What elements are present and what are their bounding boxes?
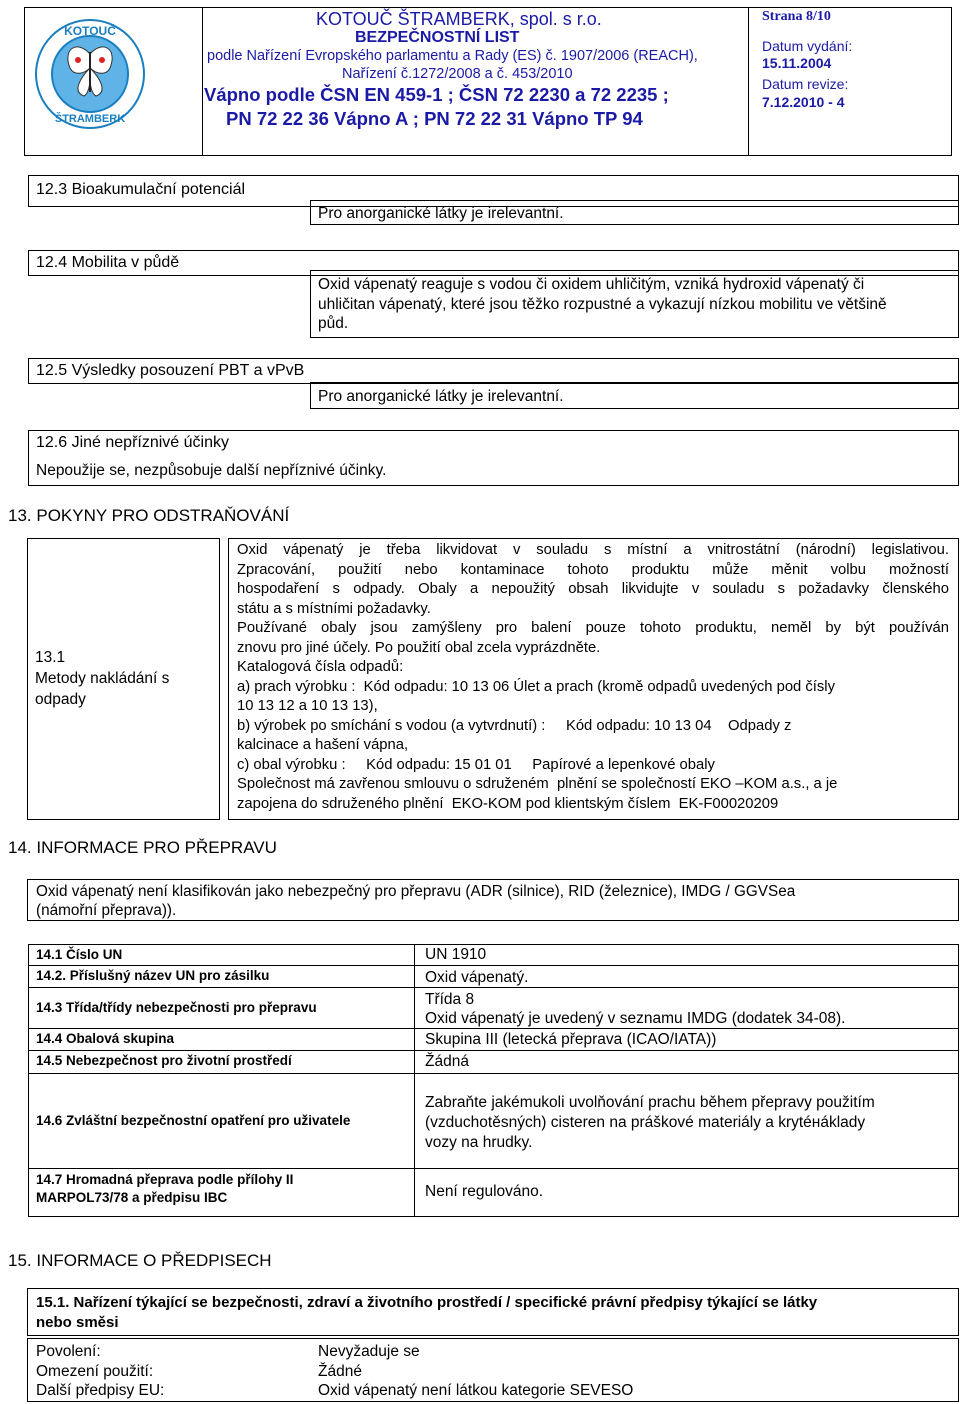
s12-6-title: 12.6 Jiné nepříznivé účinky — [36, 434, 229, 451]
s14-rule-6 — [28, 1073, 959, 1074]
issue-date: 15.11.2004 — [762, 55, 832, 71]
s13-label-number: 13.1 — [35, 649, 66, 666]
s13-line-13: Společnost má zavřenou smlouvu o sdruženém plnění se společností EKO –KOM a.s., a je — [237, 776, 838, 792]
s12-3-text: Pro anorganické látky je irelevantní. — [318, 205, 564, 222]
s14-row-1-label: 14.1 Číslo UN — [36, 947, 123, 962]
s14-rule-3 — [28, 987, 959, 988]
s13-title: 13. POKYNY PRO ODSTRAŇOVÁNÍ — [8, 506, 290, 525]
s14-intro-line-1: Oxid vápenatý není klasifikován jako nebezpečný pro přepravu (ADR (silnice), RID (železnice), IMDG / GGVSea — [36, 883, 796, 900]
company-name: KOTOUČ ŠTRAMBERK, spol. s r.o. — [316, 9, 602, 29]
s14-row-3-value — [425, 990, 845, 1028]
s12-6-text: Nepoužije se, nezpůsobuje další nepříznivé účinky. — [36, 462, 387, 479]
s14-row-6-value-line-2: (vzduchotěsných) cisteren na práškové materiály a krytéнáklady — [425, 1114, 866, 1131]
s14-rule-4 — [28, 1028, 959, 1029]
s14-rule-1 — [28, 944, 959, 945]
s12-4-title: 12.4 Mobilita v půdě — [36, 254, 180, 271]
s13-label-line-2: Metody nakládání s — [35, 670, 170, 687]
s13-line-5: Používané obaly jsou zamýšleny pro balení pouze tohoto produktu, neměl by být používán — [237, 620, 949, 636]
s14-rule-2 — [28, 965, 959, 966]
regulation-line-2: Nařízení č.1272/2008 a č. 453/2010 — [342, 66, 573, 82]
header-divider-right — [748, 7, 749, 156]
s13-line-3: hospodaření s odpady. Obaly a nepoužitý obsah likvidujte v souladu s požadavky členského — [237, 581, 949, 597]
issue-date-label: Datum vydání: — [762, 38, 853, 54]
s12-3-title: 12.3 Bioakumulační potenciál — [36, 181, 246, 198]
s13-line-14: zapojena do sdruženého plnění EKO-KOM pod klientským číslem EK-F00020209 — [237, 795, 779, 812]
s14-row-6-value-line-1: Zabraňte jakémukoli uvolňování prachu během přepravy použitím — [425, 1094, 875, 1111]
s12-5-title: 12.5 Výsledky posouzení PBT a vPvB — [36, 362, 305, 379]
s15-row-2-value: Žádné — [318, 1362, 362, 1380]
s13-line-11: kalcinace a hašení vápna, — [237, 737, 409, 753]
s14-row-7-label — [36, 1171, 293, 1207]
company-logo — [34, 18, 146, 130]
s12-4-line-3: půd. — [318, 315, 349, 333]
s15-row-1-value: Nevyžaduje se — [318, 1343, 420, 1360]
s14-row-5-label: 14.5 Nebezpečnost pro životní prostředí — [36, 1053, 292, 1068]
s14-row-2-label: 14.2. Příslušný název UN pro zásilku — [36, 968, 270, 983]
s14-rule-7 — [28, 1168, 959, 1169]
product-line-2: PN 72 22 36 Vápno A ; PN 72 22 31 Vápno TP 94 — [226, 108, 643, 129]
s13-line-9: 10 13 12 a 10 13 13), — [237, 698, 378, 714]
s14-intro-line-2: (námořní přeprava)). — [36, 902, 177, 919]
s14-row-5-value: Žádná — [425, 1053, 469, 1070]
s15-title: 15. INFORMACE O PŘEDPISECH — [8, 1251, 272, 1270]
product-line-1: Vápno podle ČSN EN 459-1 ; ČSN 72 2230 a 72 2235 ; — [204, 84, 669, 105]
s14-row-6-value — [425, 1093, 875, 1153]
s14-vrule-left — [28, 944, 29, 1216]
s13-line-10: b) výrobek po smíchání s vodou (a vytvrdnutí) : Kód odpadu: 10 13 04 Odpady z — [237, 717, 792, 734]
s14-vrule-mid — [414, 944, 415, 1216]
s14-title: 14. INFORMACE PRO PŘEPRAVU — [8, 838, 277, 857]
s15-subtitle — [36, 1293, 817, 1333]
s12-5-text: Pro anorganické látky je irelevantní. — [318, 388, 564, 405]
logo-text-top: KOTOUČ — [64, 24, 116, 38]
s15-row-3-value: Oxid vápenatý není látkou kategorie SEVESO — [318, 1382, 634, 1399]
s14-row-2-value: Oxid vápenatý. — [425, 969, 529, 986]
header-divider-left — [202, 7, 203, 156]
s14-row-3-label: 14.3 Třída/třídy nebezpečnosti pro přepravu — [36, 1000, 317, 1015]
s15-row-1-label: Povolení: — [36, 1343, 101, 1360]
s14-row-7-label-line-1: 14.7 Hromadná přeprava podle přílohy II — [36, 1172, 294, 1187]
s14-rule-5 — [28, 1050, 959, 1051]
s14-row-3-value-line-1: Třída 8 — [425, 991, 475, 1008]
s14-row-7-value: Není regulováno. — [425, 1183, 544, 1200]
s14-intro — [36, 882, 795, 920]
logo-text-bottom: ŠTRAMBERK — [54, 113, 126, 125]
s15-row-3-label: Další předpisy EU: — [36, 1382, 165, 1399]
s13-line-7: Katalogová čísla odpadů: — [237, 659, 404, 675]
s13-line-2: Zpracování, použití nebo kontaminace tohoto produktu může měnit volbu možností — [237, 561, 949, 578]
document-type: BEZPEČNOSTNÍ LIST — [355, 29, 520, 46]
s15-subtitle-line-1: 15.1. Nařízení týkající se bezpečnosti, zdraví a životního prostředí / specifické právní předpisy týkající se látky — [36, 1294, 818, 1311]
s14-row-7-label-line-2: MARPOL73/78 a předpisu IBC — [36, 1190, 228, 1205]
s14-row-1-value: UN 1910 — [425, 946, 487, 963]
s12-4-line-2: uhličitan vápenatý, které jsou těžko rozpustné a vykazují nízkou mobilitu ve většině — [318, 295, 887, 313]
s14-row-6-label: 14.6 Zvláštní bezpečnostní opatření pro uživatele — [36, 1113, 351, 1128]
s13-line-8: a) prach výrobku : Kód odpadu: 10 13 06 Úlet a prach (kromě odpadů uvedených pod čísly — [237, 678, 835, 695]
s12-4-text — [318, 275, 958, 334]
regulation-line-1: podle Nařízení Evropského parlamentu a Rady (ES) č. 1907/2006 (REACH), — [207, 48, 698, 64]
revision-date: 7.12.2010 - 4 — [762, 94, 845, 110]
s13-line-6: znovu pro jiné účely. Po použití obal zcela vyprázdněte. — [237, 639, 601, 656]
s14-vrule-right — [958, 944, 959, 1216]
s14-row-6-value-line-3: vozy na hrudky. — [425, 1134, 533, 1151]
s14-row-4-value: Skupina III (letecká přeprava (ICAO/IATA)) — [425, 1031, 717, 1048]
revision-date-label: Datum revize: — [762, 76, 849, 92]
s13-line-12: c) obal výrobku : Kód odpadu: 15 01 01 Papírové a lepenkové obaly — [237, 756, 715, 773]
s13-line-4: státu a s místními požadavky. — [237, 600, 431, 617]
s14-row-3-value-line-2: Oxid vápenatý je uvedený v seznamu IMDG (dodatek 34-08). — [425, 1010, 846, 1027]
page-number: Strana 8/10 — [762, 9, 831, 24]
s14-row-4-label: 14.4 Obalová skupina — [36, 1031, 175, 1046]
s15-labels — [36, 1342, 164, 1401]
s13-text — [237, 541, 949, 814]
s15-values — [318, 1342, 633, 1401]
s13-label — [35, 647, 169, 710]
s12-4-line-1: Oxid vápenatý reaguje s vodou či oxidem uhličitým, vzniká hydroxid vápenatý či — [318, 276, 865, 293]
s15-row-2-label: Omezení použití: — [36, 1362, 154, 1380]
s13-label-line-3: odpady — [35, 691, 86, 708]
s14-rule-8 — [28, 1216, 959, 1217]
s13-line-1: Oxid vápenatý je třeba likvidovat v souladu s místní a vnitrostátní (národní) legislativou. — [237, 542, 949, 558]
s15-subtitle-line-2: nebo směsi — [36, 1314, 119, 1331]
